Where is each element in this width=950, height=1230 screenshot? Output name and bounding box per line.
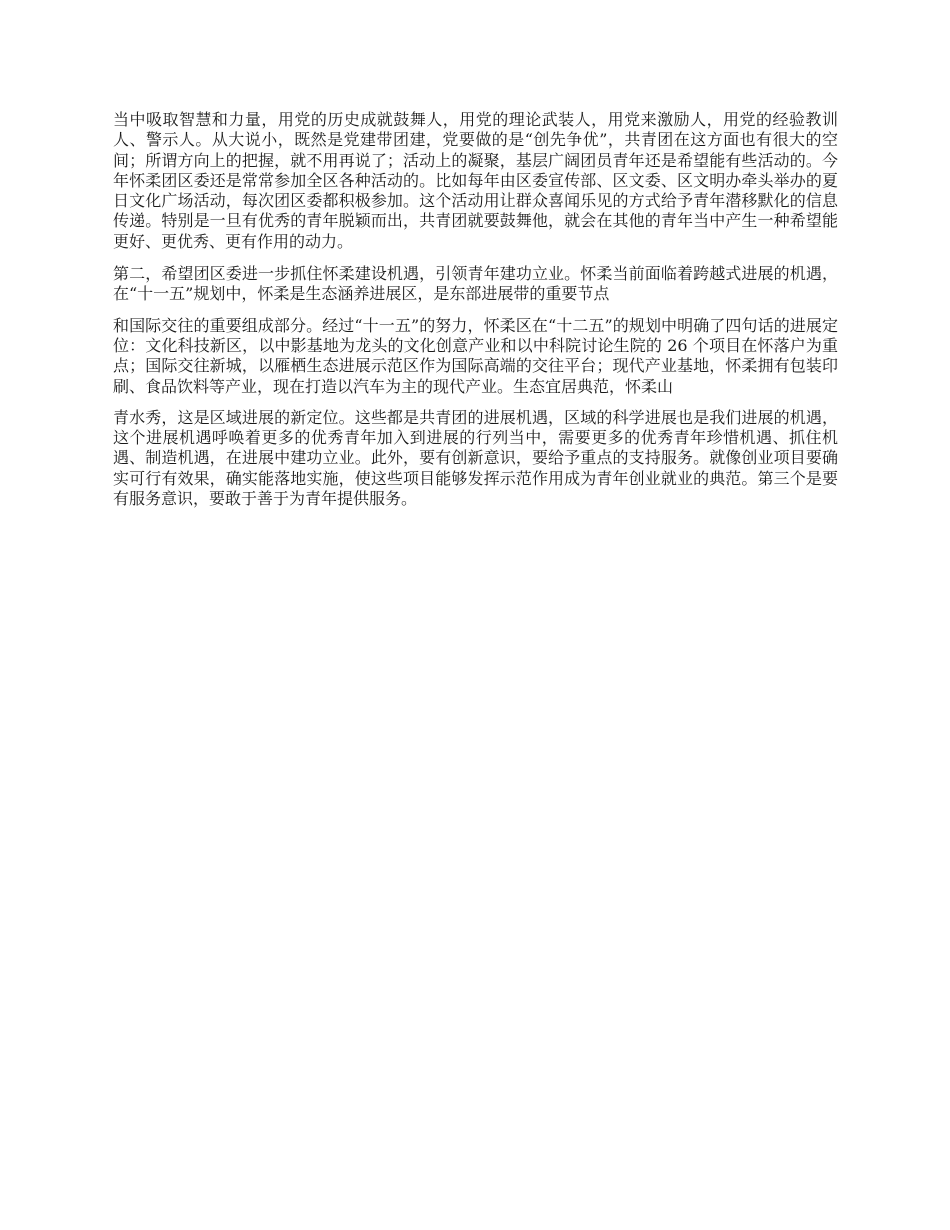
paragraph-1: 当中吸取智慧和力量，用党的历史成就鼓舞人，用党的理论武装人，用党来激励人，用党的经验教训人、警示人。从大说小，既然是党建带团建，党要做的是“创先争优”，共青团在这方面也有很大的空间；所谓方向上的把握，就不用再说了；活动上的凝聚，基层广阔团员青年还是希望能有些活动的。今年怀柔团区委还是常常参加全区各种活动的。比如每年由区委宣传部、区文委、区文明办牵头举办的夏日文化广场活动，每次团区委都积极参加。这个活动用让群众喜闻乐见的方式给予青年潜移默化的信息传递。特别是一旦有优秀的青年脱颖而出，共青团就要鼓舞他，就会在其他的青年当中产生一种希望能更好、更优秀、更有作用的动力。: [113, 110, 838, 251]
paragraph-4: 青水秀，这是区域进展的新定位。这些都是共青团的进展机遇，区域的科学进展也是我们进展的机遇，这个进展机遇呼唤着更多的优秀青年加入到进展的行列当中，需要更多的优秀青年珍惜机遇、抓住机遇、制造机遇，在进展中建功立业。此外，要有创新意识，要给予重点的支持服务。就像创业项目要确实可行有效果，确实能落地实施，使这些项目能够发挥示范作用成为青年创业就业的典范。第三个是要有服务意识，要敢于善于为青年提供服务。: [113, 407, 838, 509]
paragraph-3: 和国际交往的重要组成部分。经过“十一五”的努力，怀柔区在“十二五”的规划中明确了四句话的进展定位：文化科技新区，以中影基地为龙头的文化创意产业和以中科院讨论生院的 26 个项目在怀落户为重点；国际交往新城，以雁栖生态进展示范区作为国际高端的交往平台；现代产业基地，怀柔拥有包装印刷、食品饮料等产业，现在打造以汽车为主的现代产业。生态宜居典范，怀柔山: [113, 315, 838, 396]
paragraph-2: 第二，希望团区委进一步抓住怀柔建设机遇，引领青年建功立业。怀柔当前面临着跨越式进展的机遇，在“十一五”规划中，怀柔是生态涵养进展区，是东部进展带的重要节点: [113, 264, 838, 304]
document-body: [113, 110, 838, 520]
